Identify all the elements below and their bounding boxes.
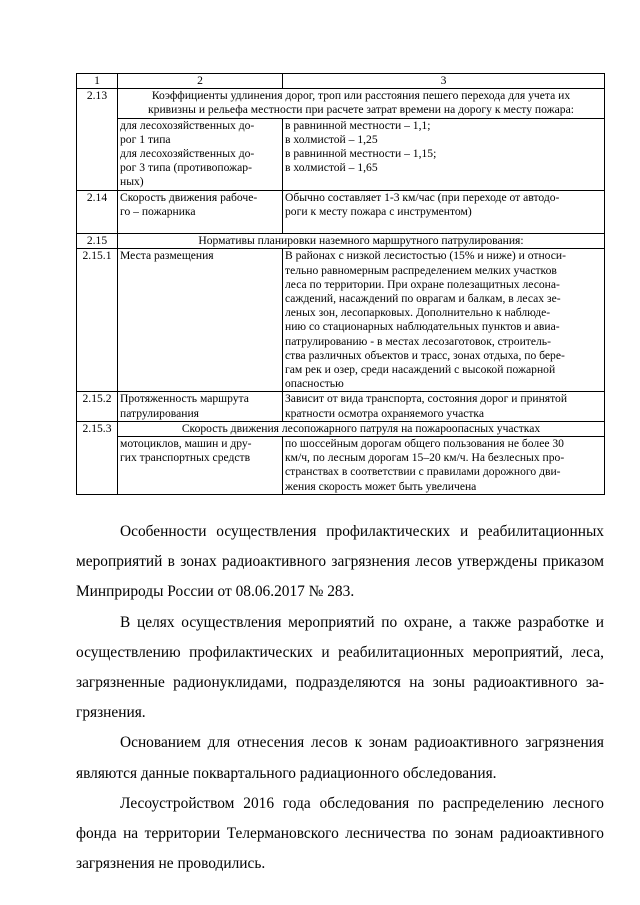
row-title: Коэффициенты удлинения дорог, троп или расстояния пешего перехода для учета их кривизны и рельефа местности при расчете затрат времени на дорогу к месту пожара: [118, 89, 605, 118]
header-col-1: 1 [77, 74, 118, 89]
row-parameter: для лесохозяйственных до- рог 1 типа для лесохозяйственных до- рог 3 типа (противопожар- ных) [118, 118, 283, 190]
row-title: Скорость движения лесопожарного патруля на пожароопасных участках [118, 421, 605, 436]
row-number: 2.15.2 [77, 392, 118, 421]
row-value: в равнинной местности – 1,1; в холмистой – 1,25 в равнинной местности – 1,15; в холмистой – 1,65 [283, 118, 605, 190]
row-number: 2.15 [77, 234, 118, 249]
table-row [77, 249, 605, 392]
table-row [77, 234, 605, 249]
row-value: Зависит от вида транспорта, состояния дорог и принятой кратности осмотра охраняемого участка [283, 392, 605, 421]
row-parameter: мотоциклов, машин и дру- гих транспортных средств [118, 437, 283, 495]
row-value: по шоссейным дорогам общего пользования не более 30 км/ч, по лесным дорогам 15–20 км/ч. На безлесных про- странствах в соответствии с правилами дорожного дви- жения скорость может быть увеличена [283, 437, 605, 495]
table-row [77, 89, 605, 118]
table-row [77, 421, 605, 436]
table-header-row [77, 74, 605, 89]
table-row [77, 392, 605, 421]
row-parameter: Места размещения [118, 249, 283, 392]
header-col-3: 3 [283, 74, 605, 89]
row-title: Нормативы планировки наземного маршрутного патрулирования: [118, 234, 605, 249]
paragraph: В целях осуществления мероприятий по охране, а также разработке и осуществлению профилактических и реабилитационных мероприятий, леса, загрязненные радионуклидами, подразделяются на зоны радиоактивного за- грязнения. [76, 613, 604, 722]
row-value: В районах с низкой лесистостью (15% и ниже) и относи- тельно равномерным распределением мелких участков леса по территории. При охране полезащитных лесона- саждений, насаждений по оврагам и балкам, в лесах зе- леных зон, лесопарковых. Дополнительно к наблюде- нию со стационарных наблюдательных пунктов и авиа- патрулированию - в местах лесозаготовок, строитель- ства различных объектов и трасс, зонах отдыха, по бере- гам рек и озер, среди насаждений с высокой пожарной опасностью [283, 249, 605, 392]
forest-fire-norms-table [76, 73, 605, 495]
paragraph: Основанием для отнесения лесов к зонам радиоактивного загрязнения являются данные поквартального радиационного обследования. [76, 734, 604, 782]
row-number: 2.13 [77, 89, 118, 190]
table-row [77, 118, 605, 190]
paragraph: Особенности осуществления профилактических и реабилитационных мероприятий в зонах радиоактивного загрязнения лесов утверждены приказом Минприроды России от 08.06.2017 № 283. [76, 523, 604, 601]
table-row [77, 190, 605, 234]
row-parameter: Протяженность маршрута патрулирования [118, 392, 283, 421]
body-text [76, 517, 604, 879]
table-row [77, 437, 605, 495]
row-number: 2.15.1 [77, 249, 118, 392]
row-value: Обычно составляет 1-3 км/час (при переходе от автодо- роги к месту пожара с инструментом) [283, 190, 605, 234]
row-parameter: Скорость движения рабоче- го – пожарника [118, 190, 283, 234]
paragraph: Лесоустройством 2016 года обследования по распределению лесного фонда на территории Телермановского лесничества по зонам радиоактивного загрязнения не проводились. [76, 794, 604, 873]
header-col-2: 2 [118, 74, 283, 89]
row-number: 2.15.3 [77, 421, 118, 494]
row-number: 2.14 [77, 190, 118, 234]
